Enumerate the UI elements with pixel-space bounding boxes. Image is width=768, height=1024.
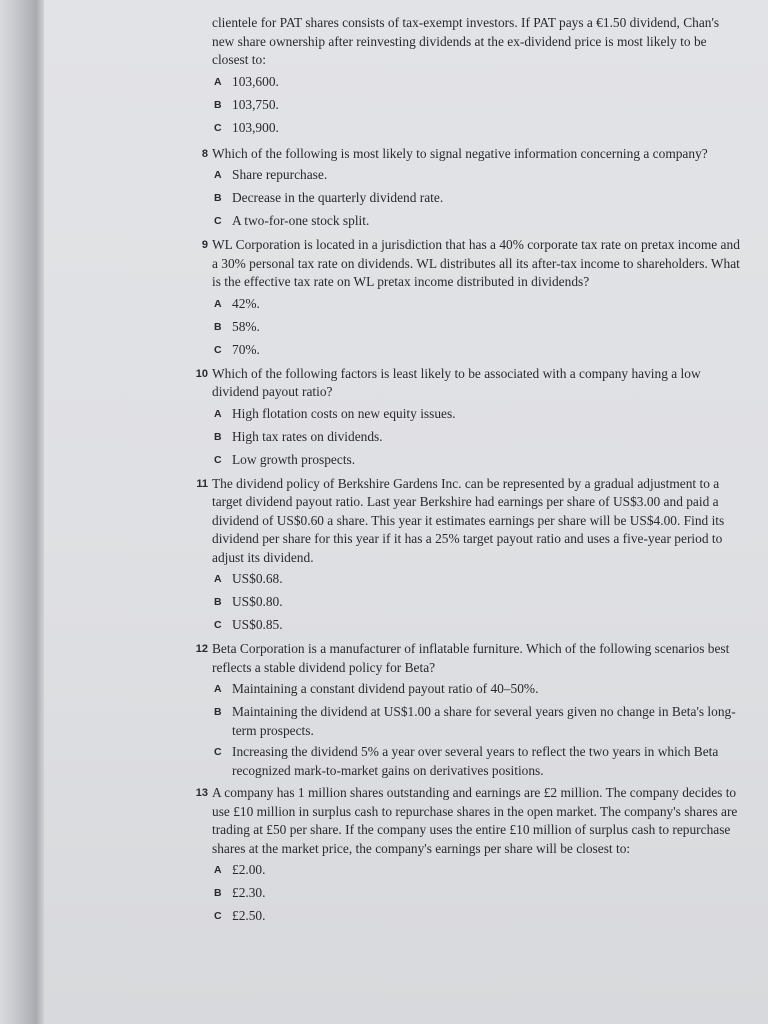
option-text: £2.00. (232, 862, 266, 877)
question-stem: The dividend policy of Berkshire Gardens Inc. can be represented by a gradual adjustment to a target dividend payout ratio. Last year Berkshire had earnings per share of US$3.00 and paid a dividend of US$0.60 a share. This year it estimates earnings per share will be US$4.00. Find its dividend per share for this year if it has a 25% target payout ratio and uses a five-year period to adjust its dividend. (212, 475, 725, 565)
option-text: High flotation costs on new equity issues. (232, 405, 456, 421)
option-letter: B (214, 98, 222, 111)
option-letter: A (214, 297, 222, 310)
option-text: 103,600. (232, 73, 279, 89)
option-letter: C (214, 746, 222, 758)
question-10 (195, 365, 742, 471)
option-text: A two-for-one stock split. (232, 213, 370, 228)
option-letter: A (214, 407, 222, 420)
option-letter: B (214, 320, 222, 333)
answer-options (212, 73, 742, 139)
option-letter: C (214, 619, 222, 631)
option-text: Maintaining the dividend at US$1.00 a share for several years given no change in Beta's long-term prospects. (232, 704, 736, 738)
question-stem: WL Corporation is located in a jurisdiction that has a 40% corporate tax rate on pretax income and a 30% personal tax rate on dividends. WL distributes all its after-tax income to shareholders. What is the effective tax rate on WL pretax income distributed in dividends? (212, 237, 740, 289)
answer-option (212, 318, 742, 338)
option-text: 58%. (232, 318, 260, 334)
option-letter: B (214, 706, 222, 718)
question-number: 12 (195, 643, 208, 655)
answer-option (212, 861, 742, 881)
option-letter: C (214, 453, 222, 466)
option-text: Increasing the dividend 5% a year over several years to reflect the two years in which Beta recognized mark-to-market gains on derivatives positions. (232, 744, 719, 778)
answer-option (212, 593, 742, 613)
question-stem: Which of the following is most likely to signal negative information concerning a company? (212, 145, 708, 161)
option-letter: C (214, 215, 222, 227)
option-letter: B (214, 430, 222, 443)
option-text: 103,750. (232, 96, 279, 112)
option-text: £2.50. (232, 908, 266, 923)
answer-option (212, 166, 742, 186)
answer-option (212, 212, 742, 232)
option-text: 42%. (232, 295, 260, 311)
question-number: 10 (195, 367, 208, 380)
question-12 (195, 640, 742, 780)
question-7-continuation (212, 14, 742, 139)
option-letter: A (214, 864, 222, 876)
option-text: High tax rates on dividends. (232, 428, 383, 444)
option-text: Share repurchase. (232, 167, 328, 182)
option-text: 103,900. (232, 119, 279, 135)
option-letter: B (214, 887, 222, 899)
question-stem: Which of the following factors is least likely to be associated with a company having a low dividend payout ratio? (212, 365, 701, 399)
option-text: US$0.68. (232, 571, 283, 586)
answer-option (212, 428, 742, 448)
question-number: 13 (195, 787, 208, 799)
answer-option (212, 96, 742, 116)
option-letter: C (214, 121, 222, 134)
option-text: US$0.85. (232, 617, 283, 632)
answer-options (212, 861, 742, 927)
question-9 (201, 236, 742, 361)
answer-option (212, 680, 742, 700)
option-letter: A (214, 75, 222, 88)
question-13 (195, 784, 742, 927)
answer-option (212, 616, 742, 636)
book-page (44, 0, 768, 1024)
answer-options (212, 295, 742, 361)
answer-option (212, 189, 742, 209)
answer-option (212, 884, 742, 904)
option-text: Decrease in the quarterly dividend rate. (232, 190, 444, 205)
option-text: Maintaining a constant dividend payout ratio of 40–50%. (232, 681, 539, 696)
option-letter: A (214, 169, 222, 181)
answer-option (212, 341, 742, 361)
answer-option (212, 295, 742, 315)
option-text: Low growth prospects. (232, 451, 356, 467)
answer-options (212, 166, 742, 232)
answer-option (212, 743, 742, 780)
question-stem: Beta Corporation is a manufacturer of inflatable furniture. Which of the following scenarios best reflects a stable dividend policy for Beta? (212, 641, 730, 675)
option-text: US$0.80. (232, 594, 283, 609)
answer-option (212, 405, 742, 425)
option-letter: A (214, 683, 222, 695)
question-stem: clientele for PAT shares consists of tax-exempt investors. If PAT pays a €1.50 dividend, Chan's new share ownership after reinvesting dividends at the ex-dividend price is most likely to be closest to: (212, 15, 720, 67)
option-letter: B (214, 596, 222, 608)
question-number: 9 (201, 239, 208, 251)
question-stem: A company has 1 million shares outstanding and earnings are £2 million. The company decides to use £10 million in surplus cash to repurchase shares in the open market. The company's shares are trading at £50 per share. If the company uses the entire £10 million of surplus cash to repurchase shares at the market price, the company's earnings per share will be closest to: (212, 785, 738, 856)
option-text: 70%. (232, 341, 260, 357)
answer-options (212, 405, 742, 471)
answer-option (212, 451, 742, 471)
question-number: 11 (196, 477, 208, 490)
page-content (195, 14, 742, 930)
answer-option (212, 907, 742, 927)
question-number: 8 (201, 147, 208, 160)
answer-option (212, 119, 742, 139)
answer-option (212, 703, 742, 740)
option-letter: B (214, 192, 222, 204)
option-letter: C (214, 343, 222, 356)
answer-options (212, 570, 742, 636)
answer-option (212, 73, 742, 93)
question-11 (196, 475, 742, 637)
answer-options (212, 680, 742, 780)
option-letter: C (214, 910, 222, 922)
option-letter: A (214, 573, 222, 585)
answer-option (212, 570, 742, 590)
option-text: £2.30. (232, 885, 266, 900)
question-8 (201, 145, 742, 233)
